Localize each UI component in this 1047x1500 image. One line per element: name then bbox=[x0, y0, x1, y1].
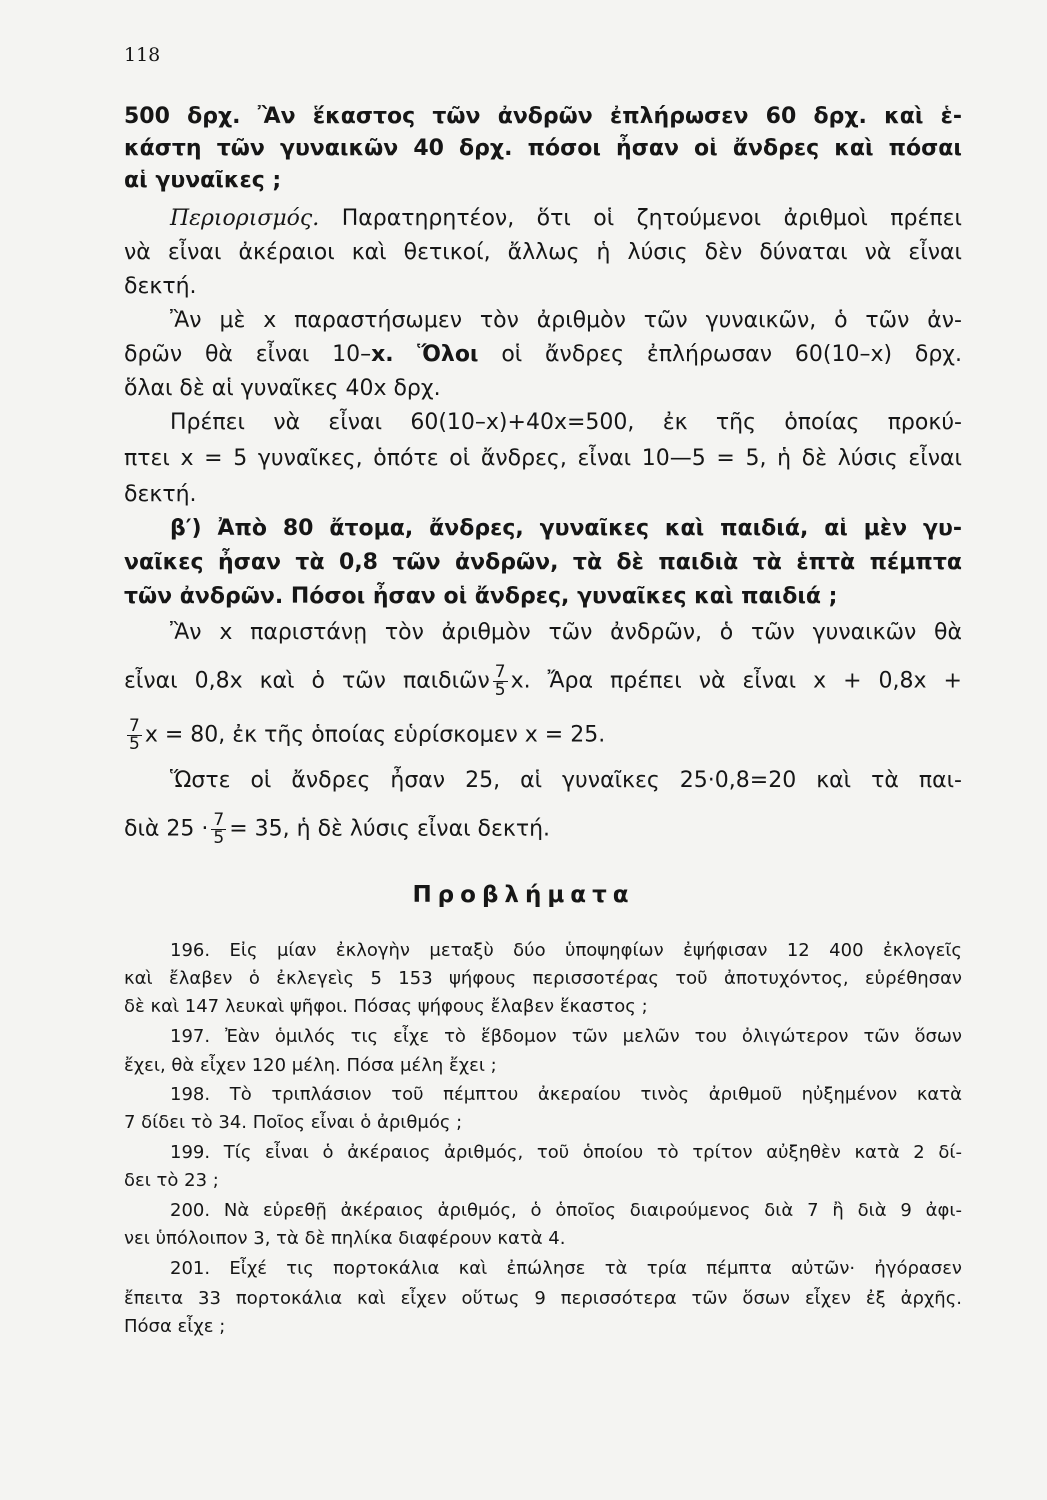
solution-a-line-2a: δρῶν θὰ εἶναι 10– bbox=[124, 342, 372, 367]
problem-200-line-1: 200. Νὰ εὑρεθῇ ἀκέραιος ἀριθμός, ὁ ὁποῖος διαιρούμενος διὰ 7 ἢ διὰ 9 ἀφι- bbox=[170, 1200, 962, 1221]
problem-b-line-2: ναῖκες ἦσαν τὰ 0,8 τῶν ἀνδρῶν, τὰ δὲ παιδιὰ τὰ ἑπτὰ πέμπτα bbox=[124, 550, 962, 575]
fraction-denominator: 5 bbox=[213, 828, 225, 848]
problem-199-line-2: δει τὸ 23 ; bbox=[124, 1170, 219, 1191]
problem-196-line-1: 196. Εἰς μίαν ἐκλογὴν μεταξὺ δύο ὑποψηφίων ἐψήφισαν 12 400 ἐκλογεῖς bbox=[170, 940, 962, 961]
problem-a-line-1: 500 δρχ. Ἂν ἕκαστος τῶν ἀνδρῶν ἐπλήρωσεν 60 δρχ. καὶ ἑ- bbox=[124, 104, 962, 129]
problem-198-line-2: 7 δίδει τὸ 34. Ποῖος εἶναι ὁ ἀριθμός ; bbox=[124, 1112, 463, 1133]
fraction-seven-fifths bbox=[493, 664, 508, 699]
fraction-numerator: 7 bbox=[213, 810, 225, 830]
restriction-line-2: νὰ εἶναι ἀκέραιοι καὶ θετικοί, ἄλλως ἡ λύσις δὲν δύναται νὰ εἶναι bbox=[124, 240, 962, 265]
solution-b-line-4: Ὥστε οἱ ἄνδρες ἦσαν 25, αἱ γυναῖκες 25·0,8=20 καὶ τὰ παι- bbox=[170, 768, 962, 793]
problem-197-line-2: ἔχει, θὰ εἶχεν 120 μέλη. Πόσα μέλη ἔχει ; bbox=[124, 1055, 497, 1076]
problem-b-line-3: τῶν ἀνδρῶν. Πόσοι ἦσαν οἱ ἄνδρες, γυναῖκες καὶ παιδιά ; bbox=[124, 584, 838, 609]
restriction-line-3: δεκτή. bbox=[124, 274, 197, 299]
problem-198-line-1: 198. Τὸ τριπλάσιον τοῦ πέμπτου ἀκεραίου τινὸς ἀριθμοῦ ηὐξημένον κατὰ bbox=[170, 1084, 962, 1105]
restriction-line-1 bbox=[170, 204, 962, 234]
restriction-text: Παρατηρητέον, ὅτι οἱ ζητούμενοι ἀριθμοὶ πρέπει bbox=[319, 206, 962, 231]
solution-a-line-1: Ἂν μὲ x παραστήσωμεν τὸν ἀριθμὸν τῶν γυναικῶν, ὁ τῶν ἀν- bbox=[170, 308, 962, 333]
problem-196-line-2: καὶ ἔλαβεν ὁ ἐκλεγεὶς 5 153 ψήφους περισσοτέρας τοῦ ἀποτυχόντος, εὑρέθησαν bbox=[124, 968, 962, 989]
fraction-numerator: 7 bbox=[129, 716, 140, 736]
problem-201-line-3: Πόσα εἶχε ; bbox=[124, 1316, 226, 1337]
solution-b-line-2 bbox=[124, 664, 962, 699]
solution-a-line-4: Πρέπει νὰ εἶναι 60(10–x)+40x=500, ἐκ τῆς ὁποίας προκύ- bbox=[170, 410, 962, 435]
problem-a-line-2: κάστη τῶν γυναικῶν 40 δρχ. πόσοι ἦσαν οἱ ἄνδρες καὶ πόσαι bbox=[124, 136, 962, 161]
fraction-numerator: 7 bbox=[494, 662, 506, 682]
solution-b-line-3 bbox=[124, 718, 962, 753]
problem-201-line-1: 201. Εἶχέ τις πορτοκάλια καὶ ἐπώλησε τὰ τρία πέμπτα αὐτῶν· ἠγόρασεν bbox=[170, 1258, 962, 1279]
solution-b-line-2a: εἶναι 0,8x καὶ ὁ τῶν παιδιῶν bbox=[124, 668, 490, 694]
fraction-denominator: 5 bbox=[494, 680, 506, 700]
problem-b-line-1: β′) Ἀπὸ 80 ἄτομα, ἄνδρες, γυναῖκες καὶ παιδιά, αἱ μὲν γυ- bbox=[170, 516, 962, 541]
problem-200-line-2: νει ὑπόλοιπον 3, τὰ δὲ πηλίκα διαφέρουν κατὰ 4. bbox=[124, 1228, 566, 1249]
solution-b-line-5b: = 35, ἡ δὲ λύσις εἶναι δεκτή. bbox=[229, 816, 551, 842]
fraction-denominator: 5 bbox=[129, 734, 140, 754]
problem-196-line-3: δὲ καὶ 147 λευκαὶ ψῆφοι. Πόσας ψήφους ἔλαβεν ἕκαστος ; bbox=[124, 996, 648, 1017]
solution-a-line-5: πτει x = 5 γυναῖκες, ὁπότε οἱ ἄνδρες, εἶναι 10—5 = 5, ἡ δὲ λύσις εἶναι bbox=[124, 446, 962, 471]
solution-a-line-2 bbox=[124, 340, 962, 370]
problem-201-line-2: ἔπειτα 33 πορτοκάλια καὶ εἶχεν οὕτως 9 περισσότερα τῶν ὅσων εἶχεν ἐξ ἀρχῆς. bbox=[124, 1288, 962, 1309]
section-heading: Προβλήματα bbox=[412, 882, 635, 908]
problem-a-line-3: αἱ γυναῖκες ; bbox=[124, 168, 282, 193]
fraction-seven-fifths bbox=[127, 718, 142, 753]
solution-b-line-1: Ἂν x παριστάνῃ τὸν ἀριθμὸν τῶν ἀνδρῶν, ὁ τῶν γυναικῶν θὰ bbox=[170, 620, 962, 645]
page-number: 118 bbox=[124, 44, 161, 66]
problem-197-line-1: 197. Ἐὰν ὁμιλός τις εἶχε τὸ ἕβδομον τῶν μελῶν του ὀλιγώτερον τῶν ὅσων bbox=[170, 1026, 962, 1047]
fraction-seven-fifths bbox=[211, 812, 226, 847]
solution-b-line-5 bbox=[124, 812, 962, 847]
restriction-label: Περιορισμός. bbox=[170, 206, 320, 231]
solution-a-line-2b: x. Ὅλοι bbox=[371, 342, 479, 367]
solution-a-line-2c: οἱ ἄνδρες ἐπλήρωσαν 60(10–x) δρχ. bbox=[478, 342, 962, 367]
solution-a-line-3: ὅλαι δὲ αἱ γυναῖκες 40x δρχ. bbox=[124, 376, 441, 401]
solution-b-line-2b: x. Ἄρα πρέπει νὰ εἶναι x + 0,8x + bbox=[510, 668, 962, 694]
problem-199-line-1: 199. Τίς εἶναι ὁ ἀκέραιος ἀριθμός, τοῦ ὁποίου τὸ τρίτον αὐξηθὲν κατὰ 2 δί- bbox=[170, 1142, 962, 1163]
solution-b-line-3-text: x = 80, ἐκ τῆς ὁποίας εὑρίσκομεν x = 25. bbox=[144, 722, 606, 748]
solution-b-line-5a: διὰ 25 · bbox=[124, 816, 209, 842]
solution-a-line-6: δεκτή. bbox=[124, 482, 197, 507]
